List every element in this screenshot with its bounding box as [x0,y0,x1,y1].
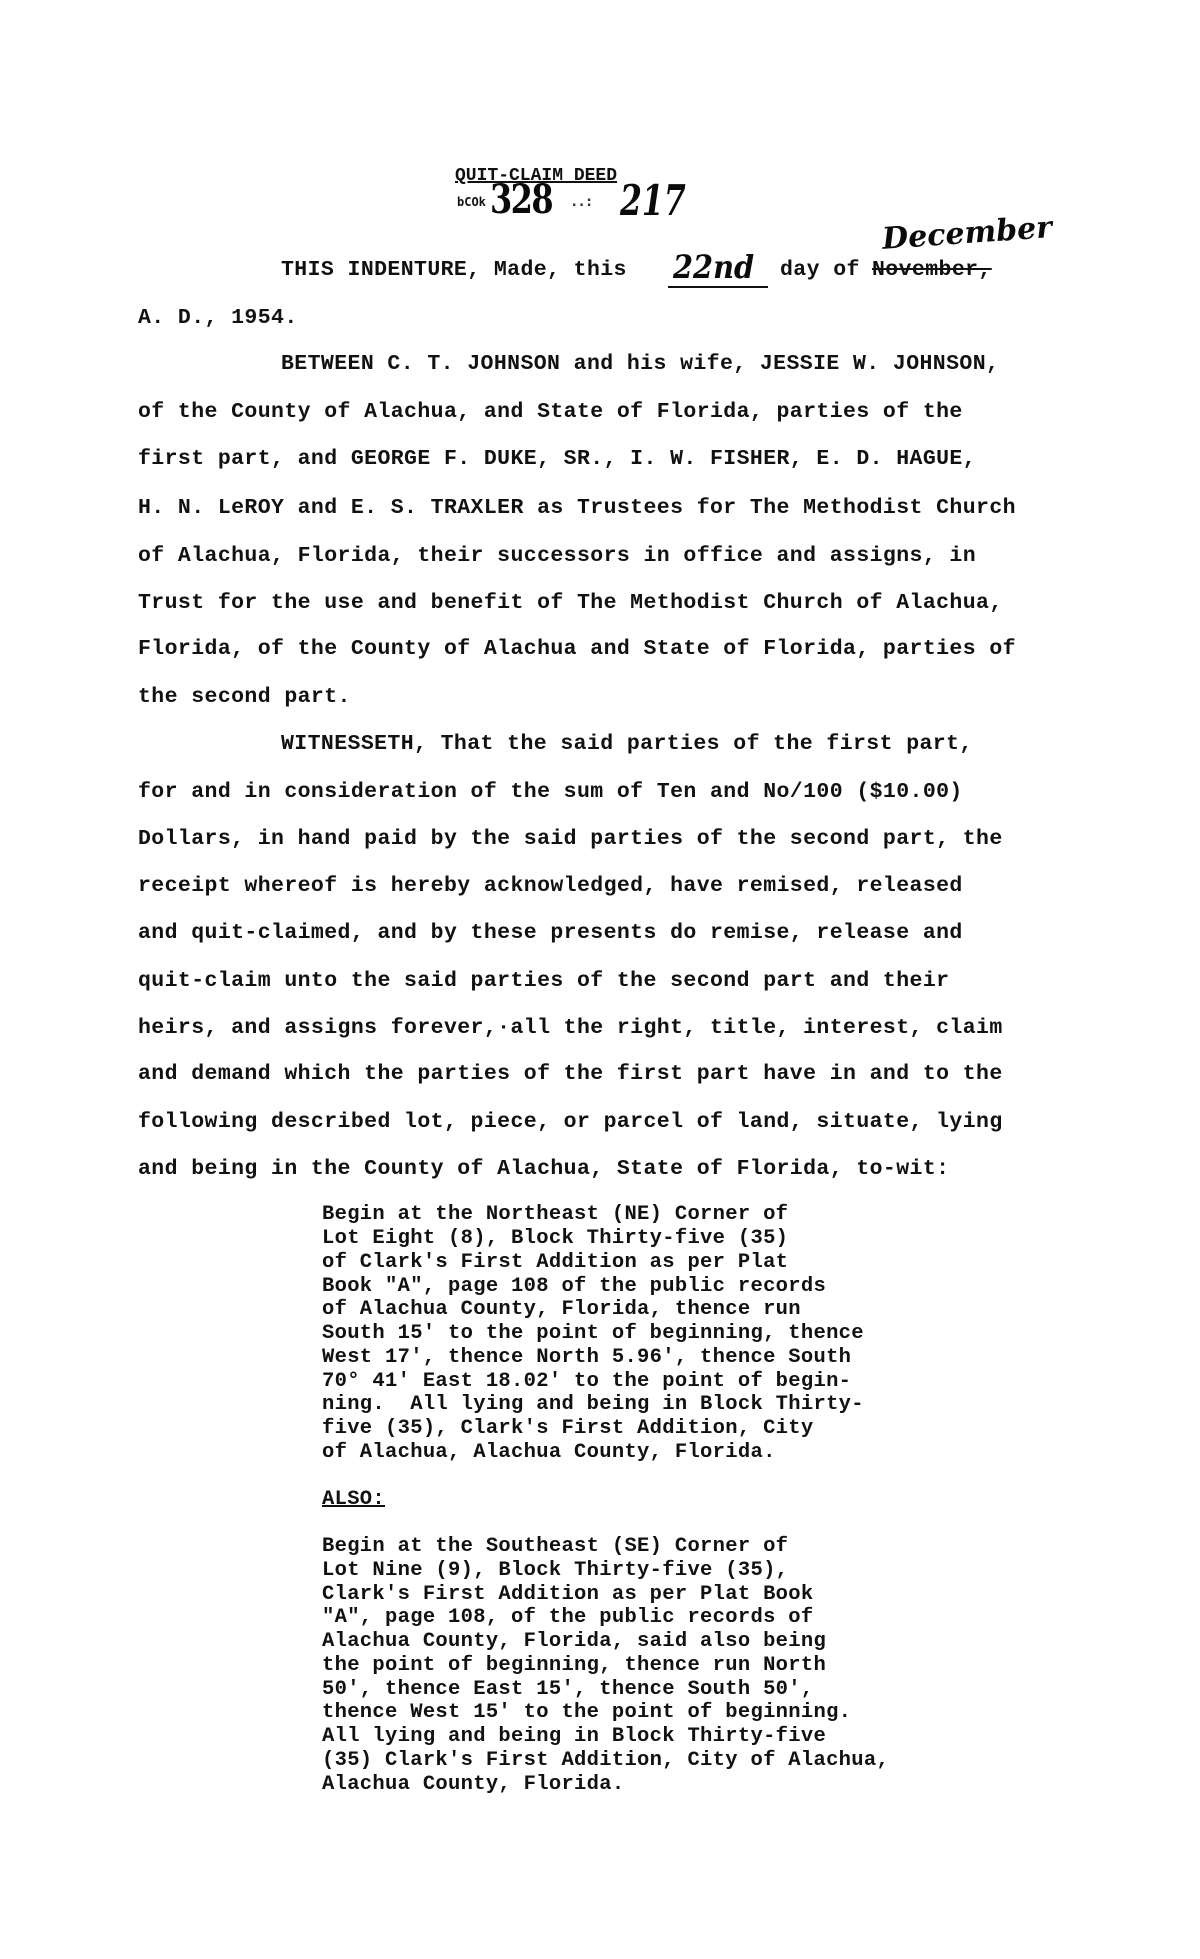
stamp-book-number: 328 [490,176,552,223]
parcel-line: West 17', thence North 5.96', thence South [322,1346,852,1369]
parcel-line: Begin at the Southeast (SE) Corner of [322,1535,789,1558]
parcel-line: five (35), Clark's First Addition, City [322,1417,814,1440]
body-line: receipt whereof is hereby acknowledged, have remised, released [138,874,963,898]
body-line: and quit-claimed, and by these presents do remise, release and [138,921,963,945]
body-line: and being in the County of Alachua, State of Florida, to-wit: [138,1157,950,1181]
parcel-line: South 15' to the point of beginning, thence [322,1322,864,1345]
body-line: H. N. LeROY and E. S. TRAXLER as Trustees for The Methodist Church [138,496,1016,520]
parcel-line: Begin at the Northeast (NE) Corner of [322,1203,789,1226]
parcel-line: 70° 41' East 18.02' to the point of begin- [322,1370,852,1393]
body-line: Florida, of the County of Alachua and State of Florida, parties of [138,637,1016,661]
body-line: following described lot, piece, or parcel of land, situate, lying [138,1110,1003,1134]
body-line: of the County of Alachua, and State of Florida, parties of the [138,400,963,424]
body-line: of Alachua, Florida, their successors in office and assigns, in [138,544,977,568]
month-struck: November, [872,258,992,282]
year-line: A. D., 1954. [138,306,298,330]
parcel-line: of Alachua, Alachua County, Florida. [322,1441,776,1464]
body-line: Dollars, in hand paid by the said parties of the second part, the [138,827,1003,851]
parcel-line: Alachua County, Florida. [322,1773,625,1796]
parcel-line: Alachua County, Florida, said also being [322,1630,827,1653]
body-line: quit-claim unto the said parties of the second part and their [138,969,950,993]
parcel-line: the point of beginning, thence run North [322,1654,827,1677]
parcel-line: (35) Clark's First Addition, City of Alachua, [322,1749,890,1772]
document-title: QUIT-CLAIM DEED [455,166,618,186]
body-line: the second part. [138,685,351,709]
body-line: WITNESSETH, That the said parties of the first part, [281,732,973,756]
month-handwritten: December [880,210,1054,257]
day-blank-line [668,286,768,288]
parcel-line: Lot Nine (9), Block Thirty-five (35), [322,1559,789,1582]
parcel-line: Lot Eight (8), Block Thirty-five (35) [322,1227,789,1250]
stamp-dots: ..: [570,194,593,210]
opening-day-of: day of [780,258,860,282]
parcel-line: All lying and being in Block Thirty-five [322,1725,827,1748]
body-line: BETWEEN C. T. JOHNSON and his wife, JESSIE W. JOHNSON, [281,352,1000,376]
also-label: ALSO: [322,1488,386,1511]
parcel-line: Book "A", page 108 of the public records [322,1275,827,1298]
body-line: for and in consideration of the sum of Ten and No/100 ($10.00) [138,780,963,804]
body-line: and demand which the parties of the first part have in and to the [138,1062,1003,1086]
opening-intro: THIS INDENTURE, Made, this [281,258,627,282]
parcel-line: of Clark's First Addition as per Plat [322,1251,789,1274]
parcel-line: Clark's First Addition as per Plat Book [322,1583,814,1606]
parcel-line: ning. All lying and being in Block Thirty- [322,1393,864,1416]
body-line: heirs, and assigns forever,·all the right, title, interest, claim [138,1016,1003,1040]
day-handwritten: 22nd [673,248,755,286]
parcel-line: 50', thence East 15', thence South 50', [322,1678,814,1701]
parcel-line: "A", page 108, of the public records of [322,1606,814,1629]
parcel-line: thence West 15' to the point of beginning. [322,1701,852,1724]
stamp-page-number: 217 [620,176,686,225]
body-line: first part, and GEORGE F. DUKE, SR., I. W. FISHER, E. D. HAGUE, [138,447,977,471]
parcel-line: of Alachua County, Florida, thence run [322,1298,801,1321]
body-line: Trust for the use and benefit of The Methodist Church of Alachua, [138,591,1003,615]
stamp-book-prefix: bCOk [457,195,486,209]
